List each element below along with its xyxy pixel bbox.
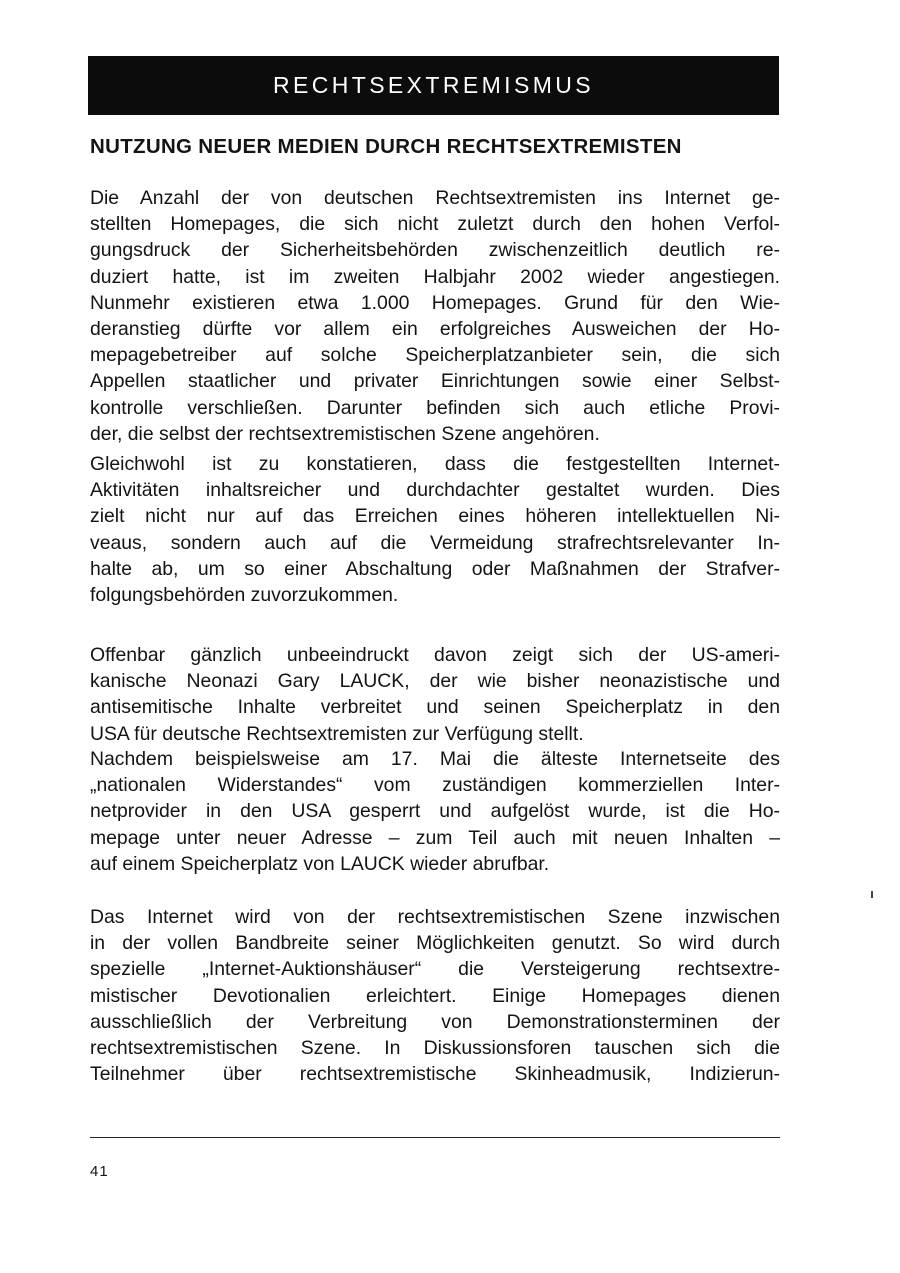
text-line: Nachdem beispielsweise am 17. Mai die älteste Internetseite des xyxy=(90,748,780,770)
section-title: NUTZUNG NEUER MEDIEN DURCH RECHTSEXTREMISTEN xyxy=(90,135,682,158)
text-line: gungsdruck der Sicherheitsbehörden zwischenzeitlich deutlich re- xyxy=(90,239,780,262)
text-line: spezielle „Internet-Auktionshäuser“ die Versteigerung rechtsextre- xyxy=(90,958,780,981)
text-line: USA für deutsche Rechtsextremisten zur Verfügung stellt. xyxy=(90,722,584,745)
chapter-title: RECHTSEXTREMISMUS xyxy=(272,72,595,98)
text-line: der, die selbst der rechtsextremistischen Szene angehören. xyxy=(90,422,600,445)
text-line: mepagebetreiber auf solche Speicherplatzanbieter sein, die sich xyxy=(90,344,780,367)
text-line: Aktivitäten inhaltsreicher und durchdachter gestaltet wurden. Dies xyxy=(90,479,780,502)
text-line: Nunmehr existieren etwa 1.000 Homepages. Grund für den Wie- xyxy=(90,291,780,314)
text-line: duziert hatte, ist im zweiten Halbjahr 2002 wieder angestiegen. xyxy=(90,265,780,288)
text-line: Appellen staatlicher und privater Einrichtungen sowie einer Selbst- xyxy=(90,370,780,393)
text-line: kontrolle verschließen. Darunter befinden sich auch etliche Provi- xyxy=(90,396,780,419)
text-line: zielt nicht nur auf das Erreichen eines höheren intellektuellen Ni- xyxy=(90,505,780,528)
paragraph-1 xyxy=(90,185,780,447)
text-line: Teilnehmer über rechtsextremistische Skinheadmusik, Indizierun- xyxy=(90,1063,780,1086)
text-line: folgungsbehörden zuvorzukommen. xyxy=(90,583,399,606)
text-line: mepage unter neuer Adresse – zum Teil auch mit neuen Inhalten – xyxy=(90,826,780,849)
text-line: ausschließlich der Verbreitung von Demonstrationsterminen der xyxy=(90,1010,780,1033)
paragraph-4 xyxy=(90,746,780,877)
text-line: stellten Homepages, die sich nicht zuletzt durch den hohen Verfol- xyxy=(90,213,780,236)
scan-speck xyxy=(871,891,873,898)
text-line: deranstieg dürfte vor allem ein erfolgreiches Ausweichen der Ho- xyxy=(90,317,780,340)
text-line: Das Internet wird von der rechtsextremistischen Szene inzwischen xyxy=(90,906,780,928)
text-line: Die Anzahl der von deutschen Rechtsextremisten ins Internet ge- xyxy=(90,187,780,209)
footer-rule xyxy=(90,1137,780,1138)
text-line: antisemitische Inhalte verbreitet und seinen Speicherplatz in den xyxy=(90,696,780,719)
chapter-header-band xyxy=(88,56,779,115)
paragraph-2 xyxy=(90,451,780,608)
text-line: „nationalen Widerstandes“ vom zuständigen kommerziellen Inter- xyxy=(90,774,780,797)
text-line: rechtsextremistischen Szene. In Diskussionsforen tauschen sich die xyxy=(90,1036,780,1059)
page-number: 41 xyxy=(90,1163,109,1180)
text-line: netprovider in den USA gesperrt und aufgelöst wurde, ist die Ho- xyxy=(90,800,780,823)
paragraph-3 xyxy=(90,642,780,747)
text-line: veaus, sondern auch auf die Vermeidung strafrechtsrelevanter In- xyxy=(90,531,780,554)
text-line: in der vollen Bandbreite seiner Möglichkeiten genutzt. So wird durch xyxy=(90,932,780,955)
text-line: auf einem Speicherplatz von LAUCK wieder abrufbar. xyxy=(90,852,550,875)
text-line: Offenbar gänzlich unbeeindruckt davon zeigt sich der US-ameri- xyxy=(90,644,780,666)
paragraph-5 xyxy=(90,904,780,1087)
text-line: mistischer Devotionalien erleichtert. Einige Homepages dienen xyxy=(90,984,780,1007)
text-line: halte ab, um so einer Abschaltung oder Maßnahmen der Strafver- xyxy=(90,557,780,580)
text-line: kanische Neonazi Gary LAUCK, der wie bisher neonazistische und xyxy=(90,670,780,693)
text-line: Gleichwohl ist zu konstatieren, dass die festgestellten Internet- xyxy=(90,453,780,475)
